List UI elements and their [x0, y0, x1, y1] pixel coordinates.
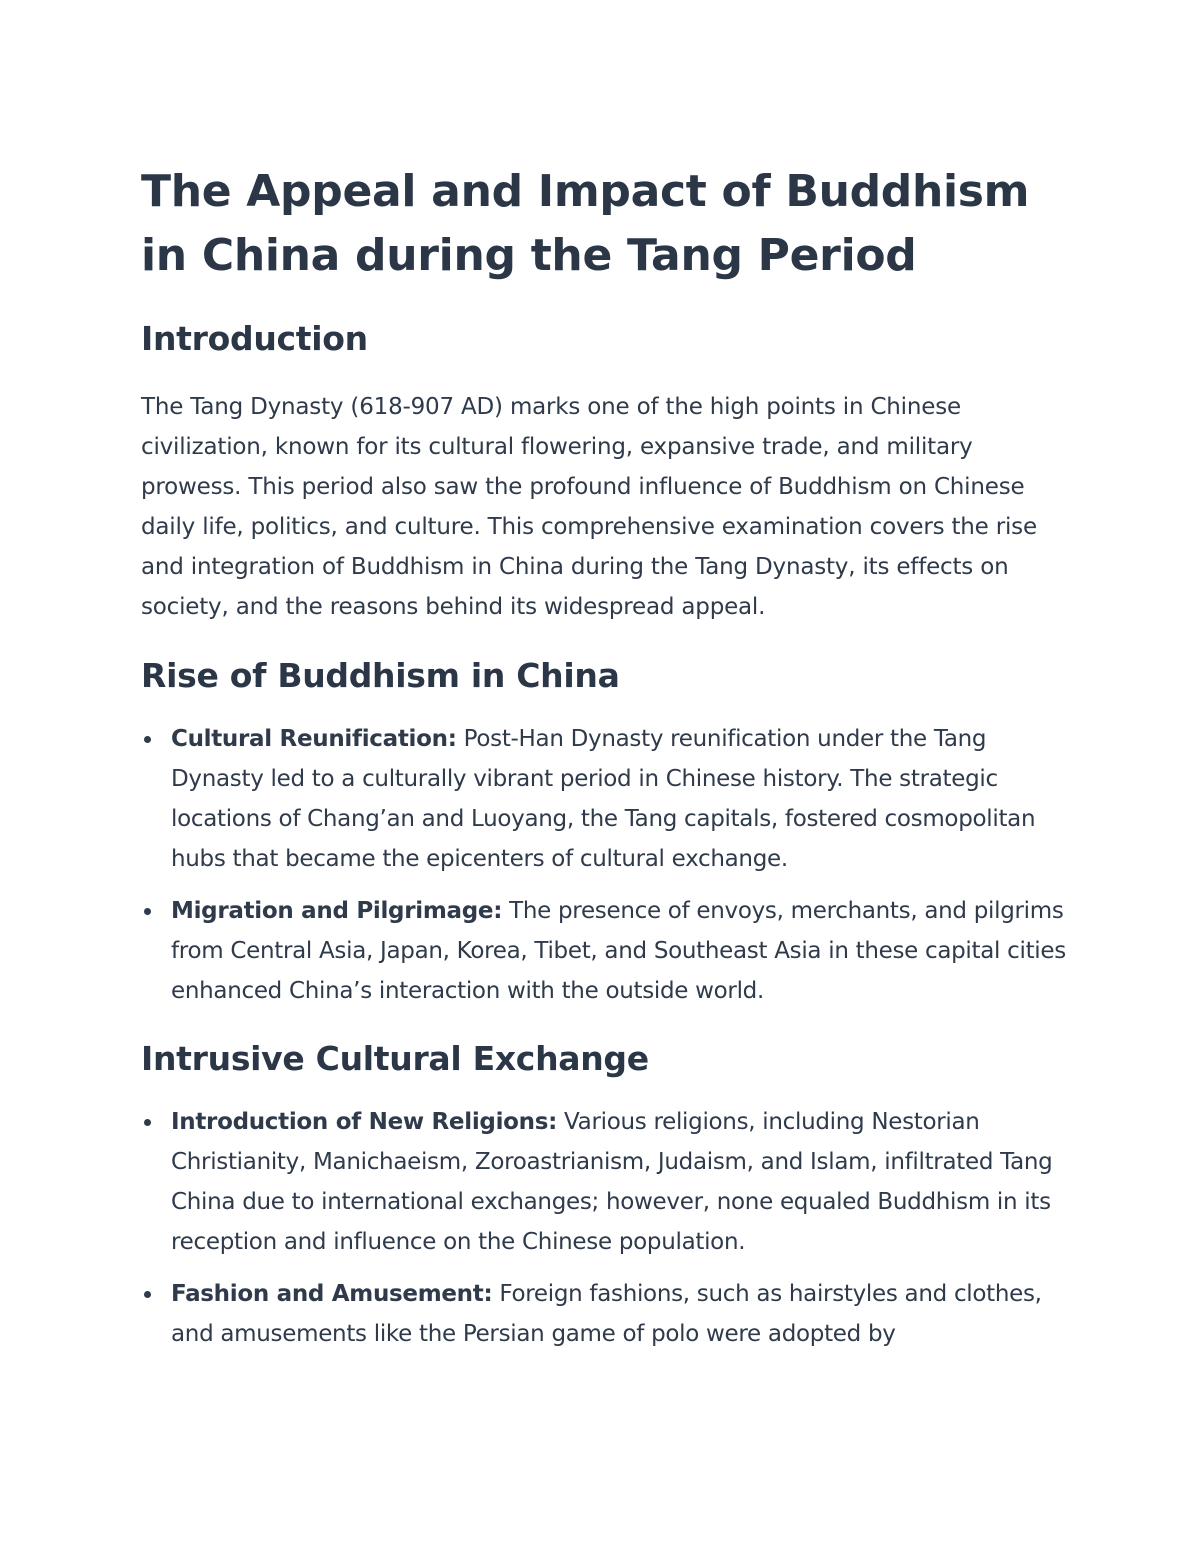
list-item-term: Fashion and Amusement:	[171, 1281, 493, 1307]
list-item	[141, 891, 1076, 1011]
bullet-icon	[144, 736, 151, 743]
list-item-term: Cultural Reunification:	[171, 726, 457, 752]
introduction-paragraph: The Tang Dynasty (618-907 AD) marks one of the high points in Chinese civilization, known for its cultural flowering, expansive trade, and military prowess. This period also saw the profound influence of Buddhism on Chinese daily life, politics, and culture. This comprehensive examination covers the rise and integration of Buddhism in China during the Tang Dynasty, its effects on society, and the reasons behind its widespread appeal.	[141, 394, 1037, 620]
list-item-text: Various religions, including Nestorian Christianity, Manichaeism, Zoroastrianism, Judaism, and Islam, infiltrated Tang China due to international exchanges; however, none equaled Buddhism in its reception and influence on the Chinese population.	[171, 1109, 1053, 1255]
section-heading-rise-of-buddhism: Rise of Buddhism in China	[141, 656, 620, 695]
section-heading-intrusive-cultural-exchange: Intrusive Cultural Exchange	[141, 1039, 649, 1078]
intrusive-cultural-exchange-list	[141, 1102, 1076, 1354]
list-item-text: Post-Han Dynasty reunification under the Tang Dynasty led to a culturally vibrant period in Chinese history. The strategic locations of Chang’an and Luoyang, the Tang capitals, fostered cosmopolitan hubs that became the epicenters of cultural exchange.	[171, 726, 1036, 872]
list-item-text: Foreign fashions, such as hairstyles and clothes, and amusements like the Persian game of polo were adopted by	[171, 1281, 1042, 1347]
document-page	[141, 160, 1076, 1354]
list-item	[141, 1274, 1076, 1354]
list-item	[141, 719, 1076, 879]
list-item-term: Migration and Pilgrimage:	[171, 898, 503, 924]
rise-of-buddhism-list	[141, 719, 1076, 1011]
bullet-icon	[144, 1291, 151, 1298]
list-item-term: Introduction of New Religions:	[171, 1109, 558, 1135]
bullet-icon	[144, 908, 151, 915]
list-item	[141, 1102, 1076, 1262]
bullet-icon	[144, 1119, 151, 1126]
document-title: The Appeal and Impact of Buddhism in China during the Tang Period	[141, 166, 1030, 281]
list-item-text: The presence of envoys, merchants, and pilgrims from Central Asia, Japan, Korea, Tibet, and Southeast Asia in these capital cities enhanced China’s interaction with the outside world.	[171, 898, 1066, 1004]
section-heading-introduction: Introduction	[141, 319, 368, 358]
